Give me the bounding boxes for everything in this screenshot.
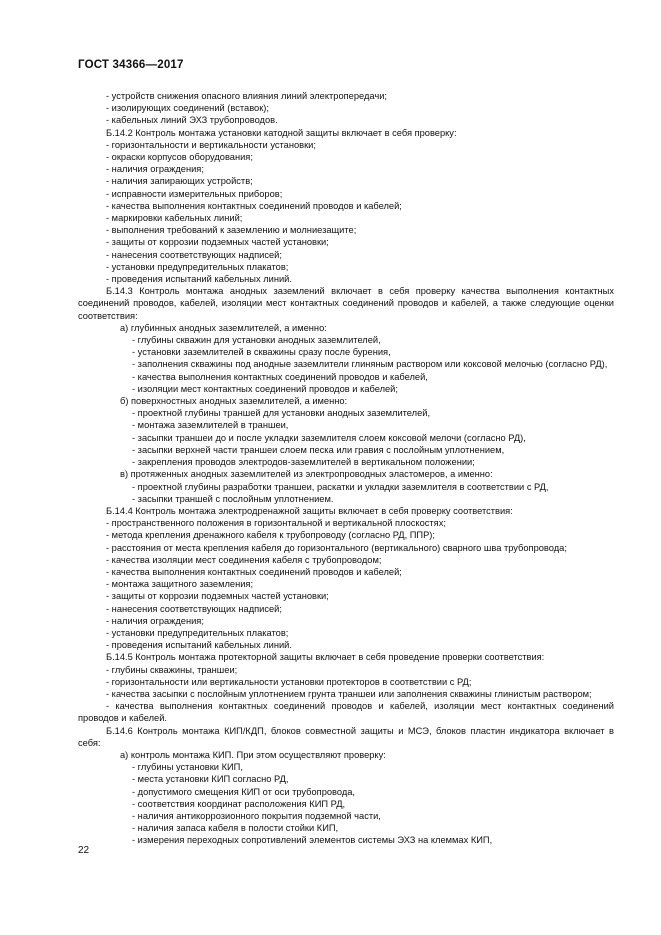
list-heading-a: а) глубинных анодных заземлителей, а именно: [120,322,327,333]
document-body [78,90,614,847]
text-line: - монтажа заземлителей в траншеи, [132,420,289,431]
text-line: - качества изоляции мест соединения кабеля с трубопроводом; [106,554,382,565]
text-line: - нанесения соответствующих надписей; [106,603,282,614]
text-line: - заполнения скважины под анодные заземлители глиняным раствором или коксовой мелочью (согласно РД), [132,359,608,370]
text-line: - засыпки траншей с послойным уплотнением. [132,493,334,504]
section-b-14-3: Б.14.3 Контроль монтажа анодных заземлений включает в себя проверку качества выполнения контактных соединений проводов, кабелей, изоляции мест контактных соединений проводов и кабелей, а также следующие оценки соответствия: [78,286,614,321]
list-heading-b: б) поверхностных анодных заземлителей, а именно: [120,396,348,407]
text-line: - установки предупредительных плакатов; [106,261,289,272]
text-line: - допустимого смещения КИП от оси трубопровода, [132,786,356,797]
text-line: - места установки КИП согласно РД, [132,774,289,785]
text-line: - изолирующих соединений (вставок); [106,103,269,114]
page-number: 22 [78,845,90,856]
list-heading-v: в) протяженных анодных заземлителей из электропроводных эластомеров, а именно: [120,469,493,480]
text-paragraph: - качества выполнения контактных соединений проводов и кабелей, изоляции мест контактных соединений проводов и кабелей. [78,701,614,724]
page-header-title: ГОСТ 34366—2017 [78,59,184,71]
text-line: - наличия антикоррозионного покрытия подземной части, [132,810,381,821]
section-b-14-6: Б.14.6 Контроль монтажа КИП/КДП, блоков совместной защиты и МСЭ, блоков пластин индикатора включает в себя: [78,725,614,748]
text-line: - монтажа защитного заземления; [106,579,254,590]
text-line: - изоляции мест контактных соединений проводов и кабелей; [132,383,398,394]
section-b-14-5: Б.14.5 Контроль монтажа протекторной защиты включает в себя проведение проверки соответствия: [106,652,545,663]
text-line: - устройств снижения опасного влияния линий электропередачи; [106,91,387,101]
section-b-14-4: Б.14.4 Контроль монтажа электродренажной защиты включает в себя проверку соответствия: [106,505,513,516]
text-line: - наличия запаса кабеля в полости стойки КИП, [132,823,339,834]
section-b-14-2: Б.14.2 Контроль монтажа установки катодной защиты включает в себя проверку: [106,127,457,138]
text-line: - проектной глубины траншей для установки анодных заземлителей, [132,408,431,419]
text-line: - глубины скважины, траншеи; [106,664,238,675]
text-line: - закрепления проводов электродов-заземлителей в вертикальном положении; [132,457,475,468]
text-line: - проведения испытаний кабельных линий. [106,274,292,285]
text-line: - пространственного положения в горизонтальной и вертикальной плоскостях; [106,518,446,529]
list-heading-a: а) контроль монтажа КИП. При этом осуществляют проверку: [120,749,386,760]
text-line: - установки заземлителей в скважины сразу после бурения, [132,347,391,358]
text-line: - качества выполнения контактных соединений проводов и кабелей; [106,200,402,211]
text-line: - глубины установки КИП, [132,762,243,773]
text-line: - наличия ограждения; [106,615,204,626]
text-line: - расстояния от места крепления кабеля до горизонтального (вертикального) сварного шва трубопровода; [106,542,567,553]
text-line: - метода крепления дренажного кабеля к трубопроводу (согласно РД, ППР); [106,530,435,541]
text-line: - горизонтальности или вертикальности установки протекторов в соответствии с РД; [106,676,472,687]
text-line: - проектной глубины разработки траншеи, раскатки и укладки заземлителя в соответствии с РД, [132,481,549,492]
text-line: - защиты от коррозии подземных частей установки; [106,237,329,248]
text-line: - наличия ограждения; [106,164,204,175]
text-line: - засыпки траншеи до и после укладки заземлителя слоем коксовой мелочи (согласно РД), [132,432,526,443]
text-line: - кабельных линий ЭХЗ трубопроводов. [106,115,278,126]
text-line: - защиты от коррозии подземных частей установки; [106,591,329,602]
text-line: - измерения переходных сопротивлений элементов системы ЭХЗ на клеммах КИП, [132,835,493,846]
text-line: - качества выполнения контактных соединений проводов и кабелей, [132,371,428,382]
text-line: - маркировки кабельных линий; [106,213,243,224]
text-line: - установки предупредительных плакатов; [106,627,289,638]
text-line: - выполнения требований к заземлению и молниезащите; [106,225,357,236]
text-line: - качества засыпки с послойным уплотнением грунта траншеи или заполнения скважины глинистым раствором; [106,688,592,699]
text-line: - горизонтальности и вертикальности установки; [106,139,316,150]
text-line: - нанесения соответствующих надписей; [106,249,282,260]
text-line: - наличия запирающих устройств; [106,176,253,187]
text-line: - глубины скважин для установки анодных заземлителей, [132,335,381,346]
text-line: - исправности измерительных приборов; [106,188,283,199]
text-line: - соответствия координат расположения КИП РД, [132,798,346,809]
text-line: - проведения испытаний кабельных линий. [106,640,292,651]
text-line: - окраски корпусов оборудования; [106,152,253,163]
text-line: - качества выполнения контактных соединений проводов и кабелей; [106,566,402,577]
text-line: - засыпки верхней части траншеи слоем песка или гравия с послойным уплотнением, [132,444,505,455]
